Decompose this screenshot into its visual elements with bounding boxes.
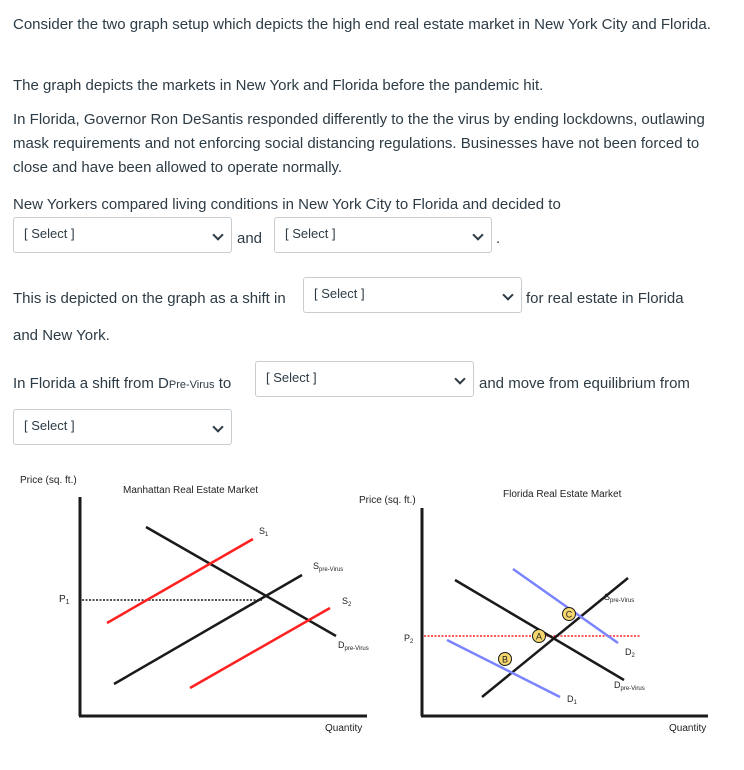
fl-point-a-label: A: [535, 631, 543, 642]
ny-d-pre-virus-curve: [114, 575, 302, 684]
fl-d1-label: $D_1$: [567, 694, 577, 706]
shift-text-line2: and New York.: [13, 327, 110, 344]
shift-text-suffix: for real estate in Florida: [526, 290, 684, 307]
shift-text-prefix: This is depicted on the graph as a shift in: [13, 290, 286, 307]
ny-y-axis-label: Price (sq. ft.): [20, 475, 77, 486]
ny-s-pre-virus-label: $S_{pre-Virus}$: [313, 561, 344, 573]
ny-s2-label: $S_2$: [342, 596, 352, 608]
ny-x-axis-label: Quantity: [325, 723, 363, 734]
florida-paragraph: In Florida, Governor Ron DeSantis responded differently to the the virus by ending lockdowns, outlawing mask requirements and not enforcing social distancing regulations. Businesses have not been forced to close and have been allowed to operate normally.: [13, 111, 705, 176]
fl-d2-label: $D_2$: [625, 647, 635, 659]
pre-pandemic-paragraph: The graph depicts the markets in New York and Florida before the pandemic hit.: [13, 77, 544, 94]
fl-point-c-label: C: [565, 609, 573, 620]
fl-title: Florida Real Estate Market: [503, 489, 622, 500]
ny-s2-curve: [190, 608, 330, 688]
fl-x-axis-label: Quantity: [669, 723, 707, 734]
ny-p1-label: $P_1$: [59, 594, 70, 606]
select-1-value: [ Select ]: [24, 226, 75, 241]
new-yorkers-paragraph: New Yorkers compared living conditions in New York City to Florida and decided to: [13, 196, 561, 213]
ny-s1-label: $S_1$: [259, 526, 269, 538]
ny-s1-curve: [107, 539, 253, 623]
select-5-value: [ Select ]: [24, 418, 75, 433]
fl-y-axis-label: Price (sq. ft.): [359, 495, 416, 506]
florida-shift-to: to: [214, 375, 232, 392]
period-text: .: [496, 230, 501, 247]
select-4-value: [ Select ]: [266, 370, 317, 385]
fl-p2-label: $P_2$: [404, 633, 414, 645]
fl-d-pre-virus-label: $D_{pre-Virus}$: [614, 680, 645, 692]
ny-d-pre-virus-label: $D_{pre-Virus}$: [338, 640, 369, 652]
florida-shift-d: In Florida a shift from D: [13, 375, 169, 392]
florida-shift-sub: Pre-Virus: [168, 379, 215, 391]
select-3-value: [ Select ]: [314, 286, 365, 301]
intro-paragraph: Consider the two graph setup which depicts the high end real estate market in New York City and Florida.: [13, 16, 711, 33]
fl-point-b-label: B: [501, 654, 509, 665]
and-text: and: [237, 230, 263, 247]
select-2-value: [ Select ]: [285, 226, 336, 241]
fl-s-pre-virus-label: $S_{pre-Virus}$: [604, 592, 635, 604]
fl-d2-curve: [513, 569, 618, 643]
ny-title: Manhattan Real Estate Market: [123, 485, 259, 496]
equilibrium-text: and move from equilibrium from: [479, 375, 690, 392]
